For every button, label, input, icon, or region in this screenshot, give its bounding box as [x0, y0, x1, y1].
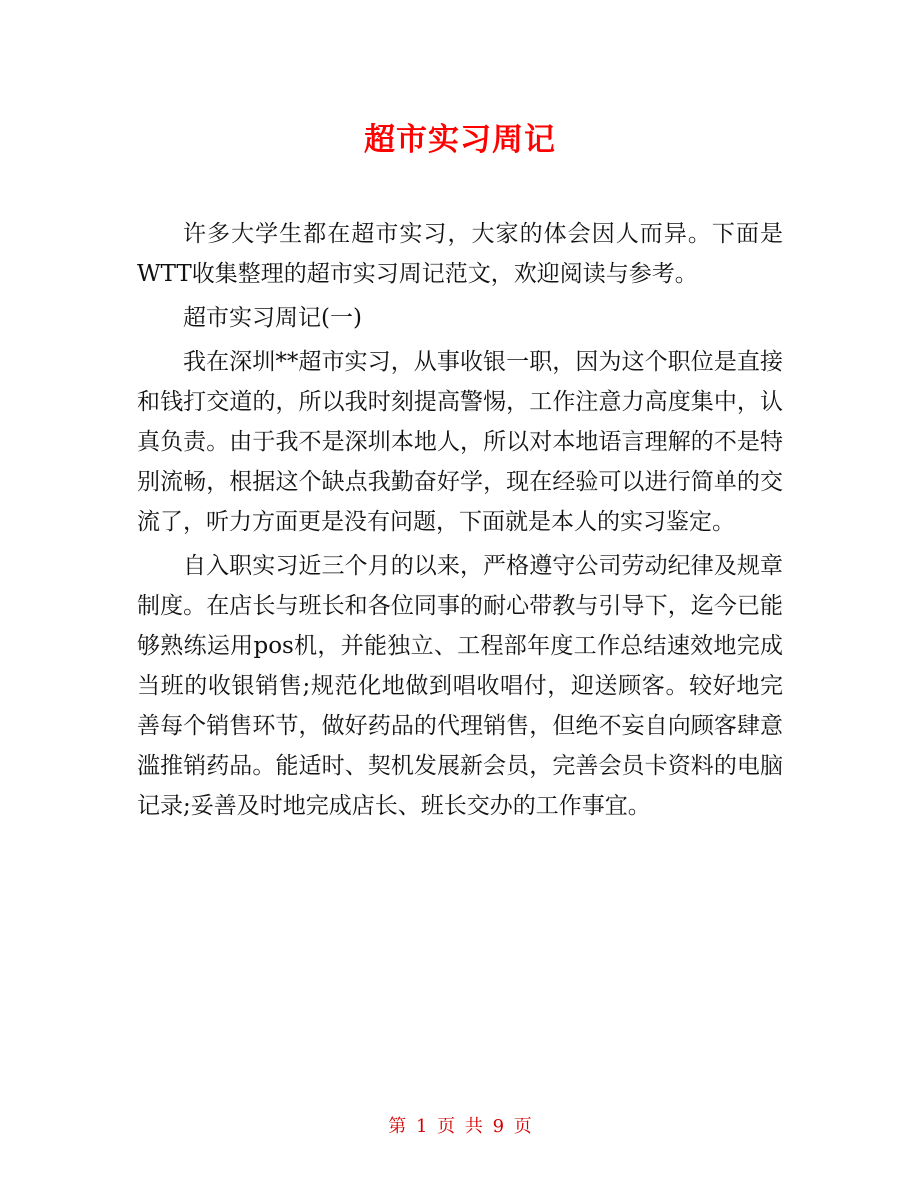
paragraph-body-2: 自入职实习近三个月的以来，严格遵守公司劳动纪律及规章制度。在店长与班长和各位同事的耐心带教与引导下，迄今已能够熟练运用pos机，并能独立、工程部年度工作总结速效地完成当班的收银销售;规范化地做到唱收唱付，迎送顾客。较好地完善每个销售环节，做好药品的代理销售，但绝不妄自向顾客肆意滥推销药品。能适时、契机发展新会员，完善会员卡资料的电脑记录;妥善及时地完成店长、班长交办的工作事宜。 — [137, 553, 783, 819]
section-heading: 超市实习周记(一) — [183, 305, 362, 331]
paragraph-intro: 许多大学生都在超市实习，大家的体会因人而异。下面是WTT收集整理的超市实习周记范文，欢迎阅读与参考。 — [137, 221, 783, 287]
document-title: 超市实习周记 — [364, 122, 556, 158]
paragraph-body-1: 我在深圳**超市实习，从事收银一职，因为这个职位是直接和钱打交道的，所以我时刻提高警惕，工作注意力高度集中，认真负责。由于我不是深圳本地人，所以对本地语言理解的不是特别流畅，根据这个缺点我勤奋好学，现在经验可以进行简单的交流了，听力方面更是没有问题，下面就是本人的实习鉴定。 — [137, 349, 783, 535]
document-body — [137, 214, 783, 830]
page-footer: 第 1 页 共 9 页 — [388, 1116, 532, 1137]
